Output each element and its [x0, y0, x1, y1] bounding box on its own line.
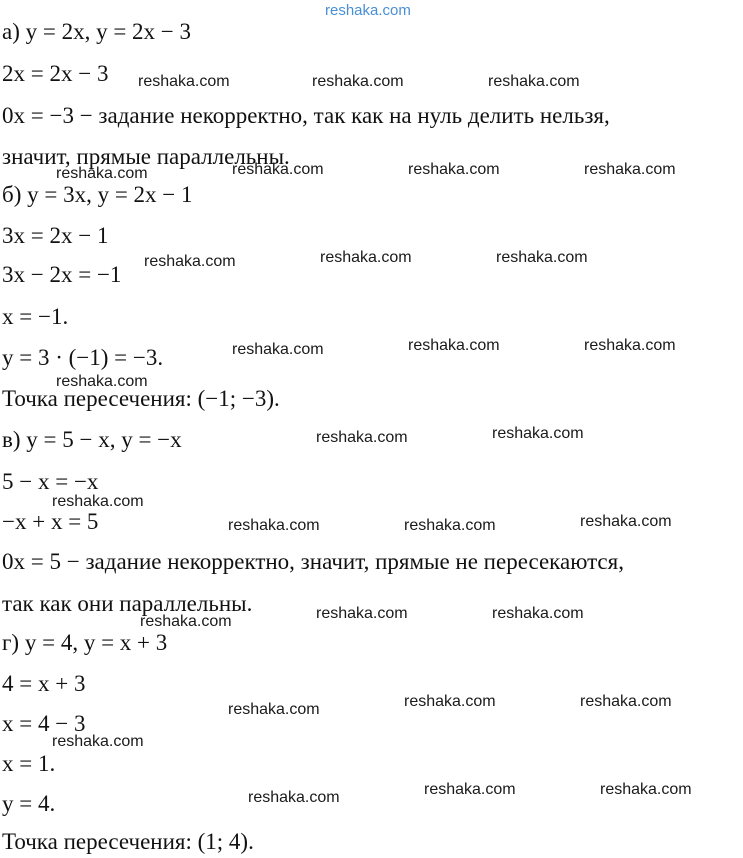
watermark: reshaka.com: [228, 701, 320, 718]
watermark: reshaka.com: [408, 337, 500, 354]
line-v-conclusion: 0x = 5 − задание некорректно, значит, прямые не пересекаются,: [2, 549, 624, 574]
line-g-x: x = 1.: [2, 751, 56, 776]
watermark: reshaka.com: [316, 605, 408, 622]
watermark: reshaka.com: [404, 517, 496, 534]
watermark: reshaka.com: [232, 161, 324, 178]
watermark: reshaka.com: [496, 249, 588, 266]
watermark: reshaka.com: [408, 161, 500, 178]
watermark: reshaka.com: [138, 73, 230, 90]
watermark: reshaka.com: [52, 493, 144, 510]
watermark: reshaka.com: [248, 789, 340, 806]
watermark: reshaka.com: [56, 165, 148, 182]
line-b-x: x = −1.: [2, 304, 69, 329]
watermark: reshaka.com: [600, 781, 692, 798]
watermark: reshaka.com: [584, 337, 676, 354]
watermark: reshaka.com: [584, 161, 676, 178]
watermark: reshaka.com: [580, 693, 672, 710]
watermark: reshaka.com: [320, 249, 412, 266]
watermark: reshaka.com: [232, 341, 324, 358]
line-v-step: −x + x = 5: [2, 509, 99, 534]
line-g-equation: 4 = x + 3: [2, 671, 86, 696]
line-v-equation: 5 − x = −x: [2, 469, 99, 494]
watermark: reshaka.com: [404, 693, 496, 710]
line-a-equations: а) y = 2x, y = 2x − 3: [2, 19, 192, 44]
line-b-equation: 3x = 2x − 1: [2, 223, 109, 248]
line-g-step: x = 4 − 3: [2, 711, 86, 736]
watermark: reshaka.com: [492, 605, 584, 622]
watermark: reshaka.com: [144, 253, 236, 270]
line-a-parallel: значит, прямые параллельны.: [2, 144, 290, 169]
line-g-intersection: Точка пересечения: (1; 4).: [2, 829, 254, 854]
watermark: reshaka.com: [228, 517, 320, 534]
line-b-equations: б) y = 3x, y = 2x − 1: [2, 182, 193, 207]
line-v-equations: в) y = 5 − x, y = −x: [2, 427, 182, 452]
watermark: reshaka.com: [140, 613, 232, 630]
watermark: reshaka.com: [580, 513, 672, 530]
watermark: reshaka.com: [312, 73, 404, 90]
line-v-parallel: так как они параллельны.: [2, 591, 253, 616]
watermark: reshaka.com: [488, 73, 580, 90]
watermark: reshaka.com: [424, 781, 516, 798]
watermark: reshaka.com: [56, 373, 148, 390]
watermark: reshaka.com: [492, 425, 584, 442]
line-b-step: 3x − 2x = −1: [2, 262, 122, 287]
line-b-y: y = 3 · (−1) = −3.: [2, 345, 164, 370]
line-b-intersection: Точка пересечения: (−1; −3).: [2, 386, 280, 411]
line-a-conclusion: 0x = −3 − задание некорректно, так как на нуль делить нельзя,: [2, 103, 610, 128]
watermark: reshaka.com: [316, 429, 408, 446]
line-g-y: y = 4.: [2, 791, 56, 816]
watermark: reshaka.com: [52, 733, 144, 750]
watermark: reshaka.com: [325, 2, 411, 19]
line-g-equations: г) y = 4, y = x + 3: [2, 630, 168, 655]
line-a-equation: 2x = 2x − 3: [2, 61, 109, 86]
